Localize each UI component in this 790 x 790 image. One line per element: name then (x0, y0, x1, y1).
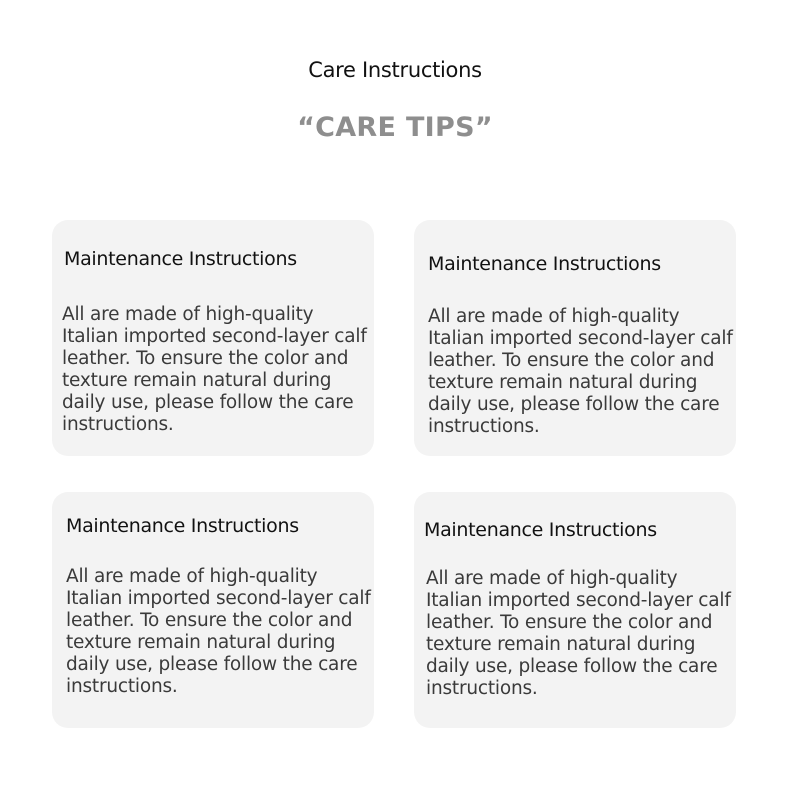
card-heading: Maintenance Instructions (428, 253, 661, 275)
card-heading: Maintenance Instructions (66, 515, 299, 537)
care-card (52, 492, 374, 728)
card-body: All are made of high-quality Italian imported second-layer calf leather. To ensure the color and texture remain natural during daily use, please follow the care instructions. (428, 306, 733, 437)
page-subtitle: “CARE TIPS” (297, 112, 493, 143)
care-card (52, 220, 374, 456)
care-card (414, 220, 736, 456)
card-body: All are made of high-quality Italian imported second-layer calf leather. To ensure the color and texture remain natural during daily use, please follow the care instructions. (426, 568, 731, 699)
page-title: Care Instructions (308, 58, 482, 82)
card-heading: Maintenance Instructions (424, 519, 657, 541)
card-heading: Maintenance Instructions (64, 248, 297, 270)
card-body: All are made of high-quality Italian imported second-layer calf leather. To ensure the color and texture remain natural during daily use, please follow the care instructions. (66, 566, 371, 697)
care-card (414, 492, 736, 728)
card-body: All are made of high-quality Italian imported second-layer calf leather. To ensure the color and texture remain natural during daily use, please follow the care instructions. (62, 304, 367, 435)
